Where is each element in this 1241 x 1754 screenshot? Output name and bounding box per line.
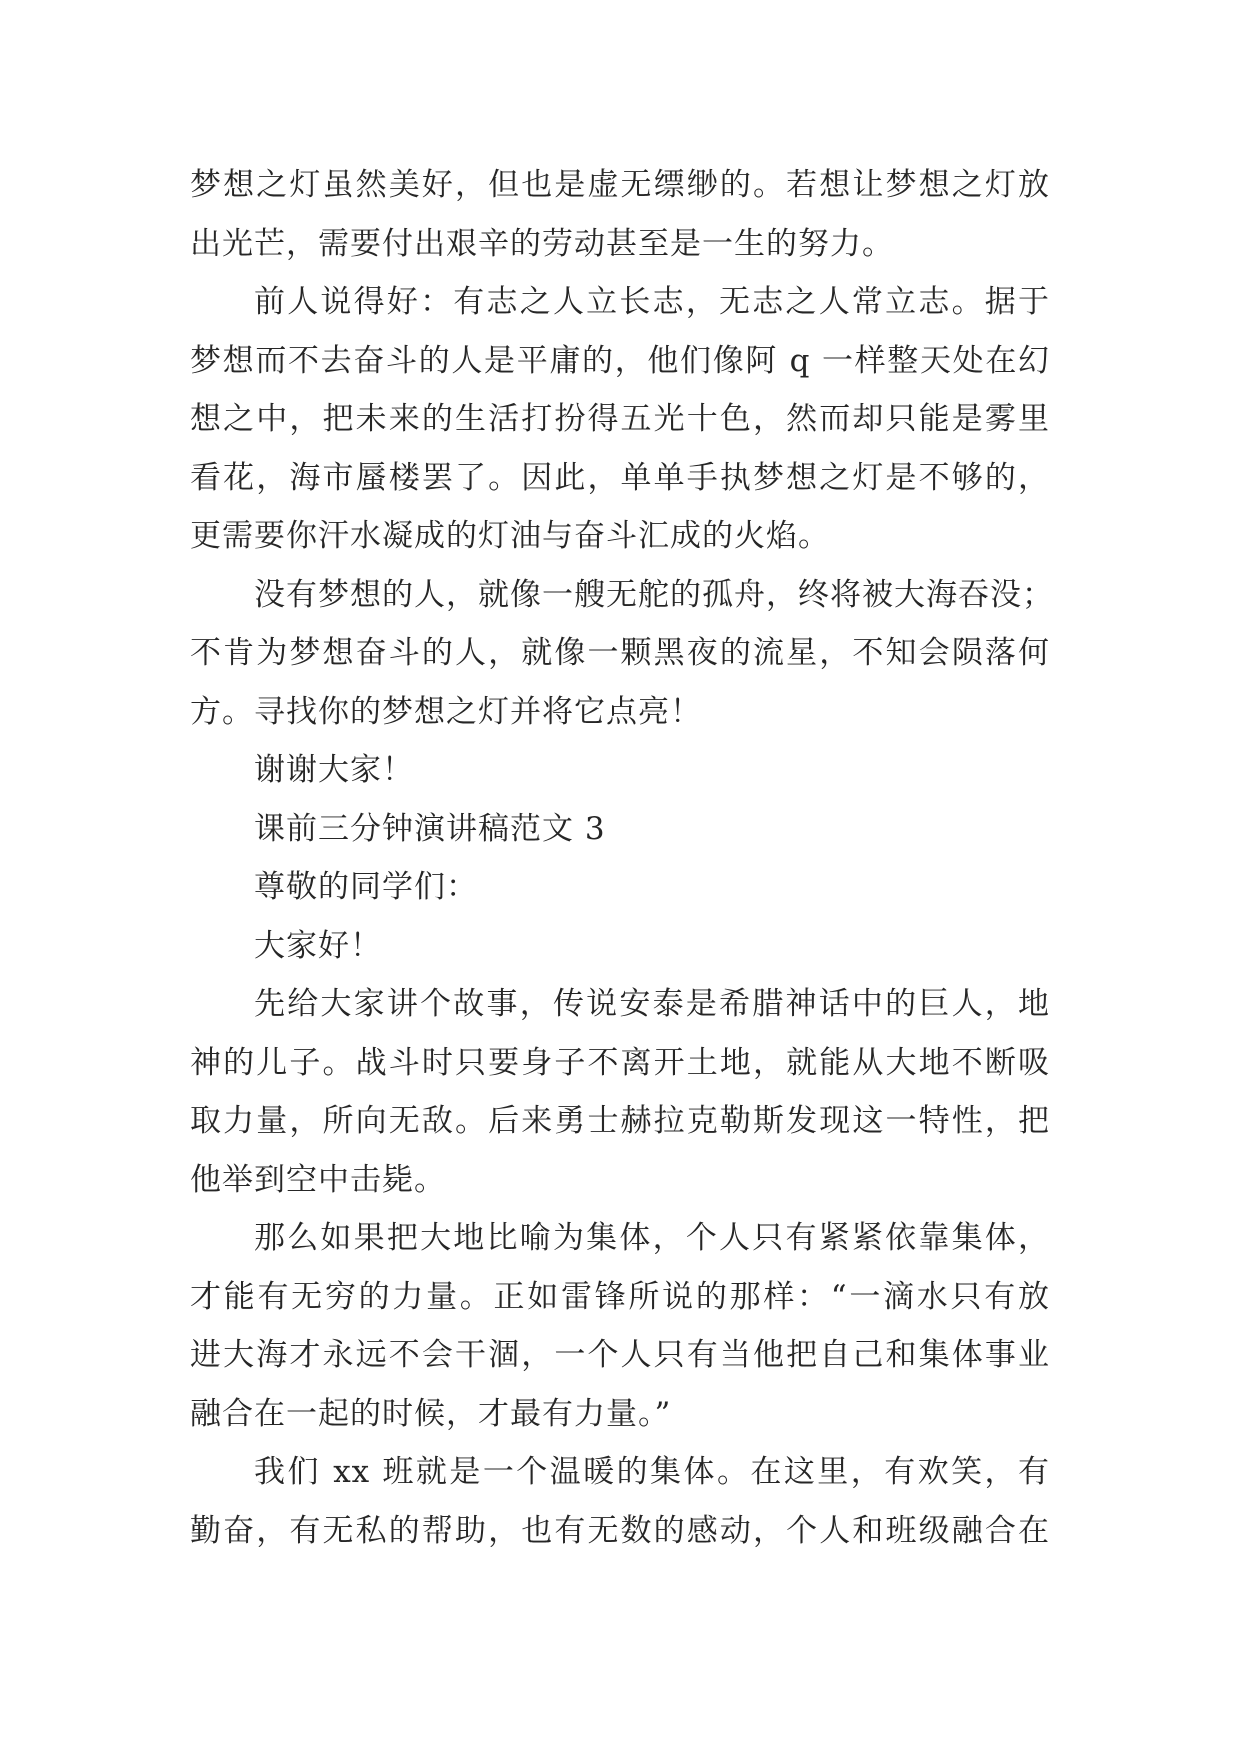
text-line: 神的儿子。战斗时只要身子不离开土地，就能从大地不断吸 bbox=[190, 1044, 1050, 1081]
paragraph-start: 我们 xx 班就是一个温暖的集体。在这里，有欢笑，有 bbox=[254, 1454, 1050, 1490]
paragraph-start: 先给大家讲个故事，传说安泰是希腊神话中的巨人，地 bbox=[254, 986, 1050, 1022]
paragraph-start: 谢谢大家！ bbox=[254, 752, 414, 788]
paragraph-start: 前人说得好：有志之人立长志，无志之人常立志。据于 bbox=[254, 284, 1050, 320]
text-line: 方。寻找你的梦想之灯并将它点亮！ bbox=[190, 693, 702, 730]
document-body bbox=[190, 156, 1054, 1560]
text-line: 梦想而不去奋斗的人是平庸的，他们像阿 q 一样整天处在幻 bbox=[190, 342, 1050, 379]
text-line: 融合在一起的时候，才最有力量。” bbox=[190, 1395, 672, 1432]
text-line: 出光芒，需要付出艰辛的劳动甚至是一生的努力。 bbox=[190, 225, 894, 262]
text-line: 勤奋，有无私的帮助，也有无数的感动，个人和班级融合在 bbox=[190, 1512, 1050, 1549]
text-line: 梦想之灯虽然美好，但也是虚无缥缈的。若想让梦想之灯放 bbox=[190, 167, 1050, 203]
paragraph-start: 那么如果把大地比喻为集体，个人只有紧紧依靠集体， bbox=[254, 1220, 1050, 1256]
text-line: 进大海才永远不会干涸，一个人只有当他把自己和集体事业 bbox=[190, 1337, 1050, 1373]
text-line: 想之中，把未来的生活打扮得五光十色，然而却只能是雾里 bbox=[190, 401, 1050, 437]
greeting: 大家好！ bbox=[254, 927, 382, 964]
paragraph-start: 没有梦想的人，就像一艘无舵的孤舟，终将被大海吞没； bbox=[254, 576, 1054, 613]
text-line: 取力量，所向无敌。后来勇士赫拉克勒斯发现这一特性，把 bbox=[190, 1103, 1050, 1139]
text-line: 才能有无穷的力量。正如雷锋所说的那样：“一滴水只有放 bbox=[190, 1278, 1050, 1315]
text-line: 更需要你汗水凝成的灯油与奋斗汇成的火焰。 bbox=[190, 518, 830, 554]
text-line: 不肯为梦想奋斗的人，就像一颗黑夜的流星，不知会陨落何 bbox=[190, 635, 1050, 671]
salutation: 尊敬的同学们： bbox=[254, 869, 478, 905]
section-title: 课前三分钟演讲稿范文 3 bbox=[254, 810, 606, 847]
text-line: 看花，海市蜃楼罢了。因此，单单手执梦想之灯是不够的， bbox=[190, 459, 1050, 496]
text-line: 他举到空中击毙。 bbox=[190, 1161, 446, 1198]
